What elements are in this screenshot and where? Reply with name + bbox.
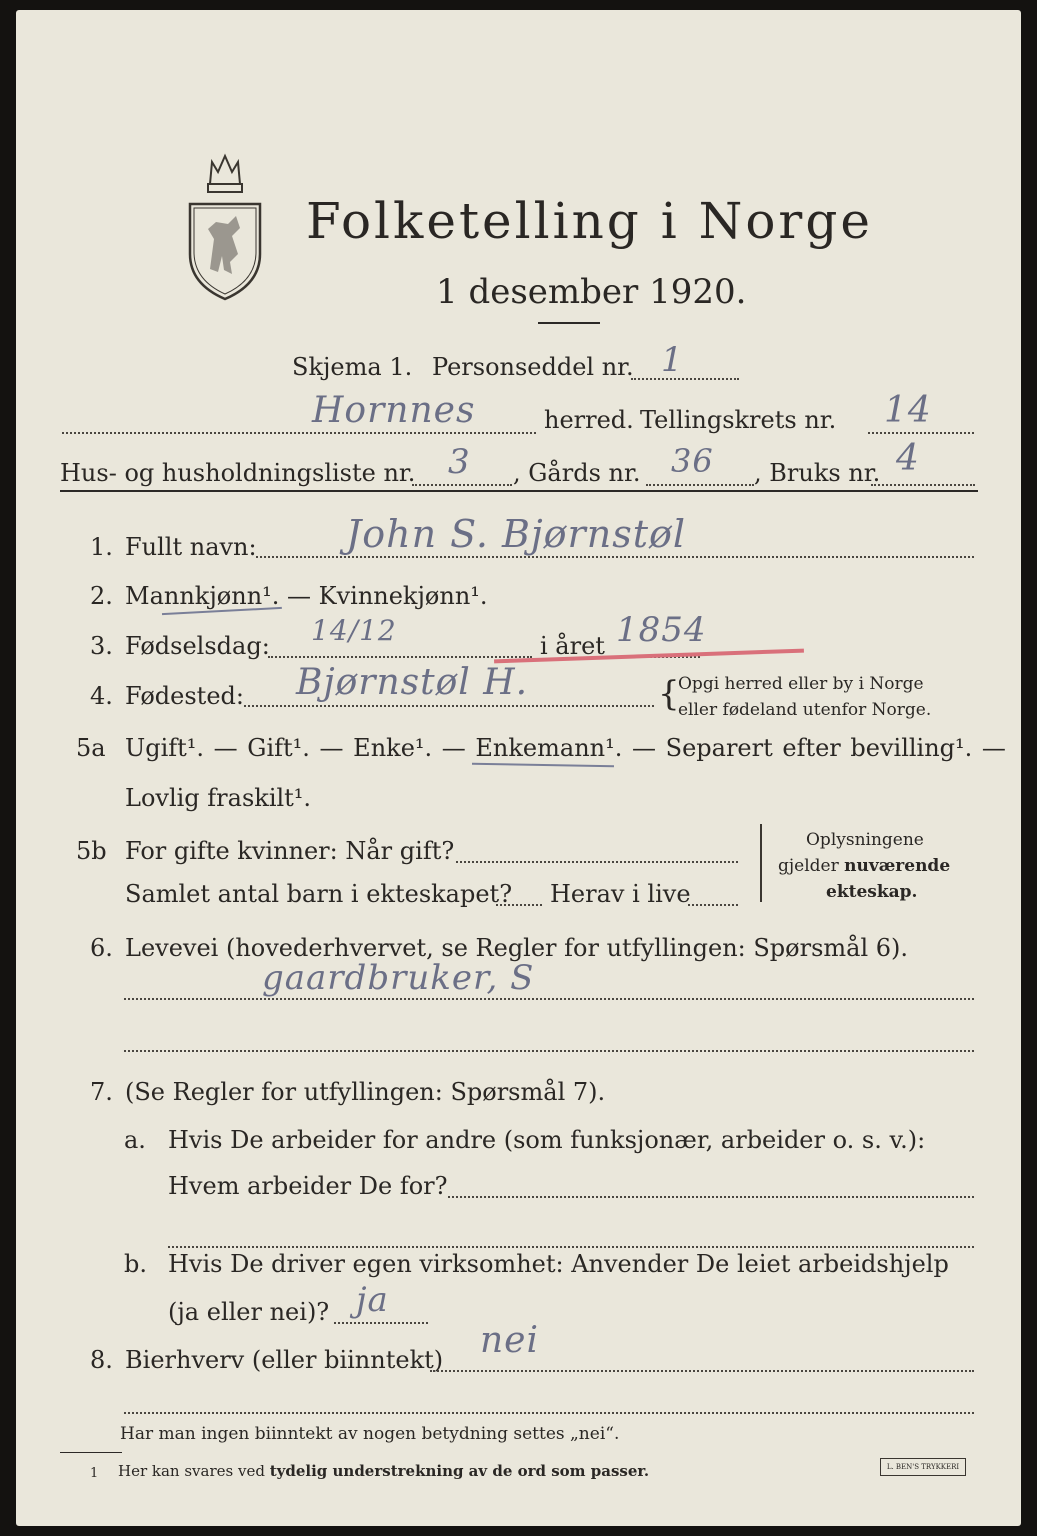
gards-line	[646, 484, 754, 486]
q4-label: Fødested:	[125, 682, 244, 710]
q4-note-line1: Opgi herred eller by i Norge	[678, 674, 924, 694]
q5b-line1: For gifte kvinner: Når gift?	[125, 837, 455, 865]
q4-line	[244, 705, 654, 707]
q7a-line2-dots	[168, 1246, 974, 1248]
q8-value: nei	[480, 1320, 540, 1361]
q2-label: Mannkjønn¹. — Kvinnekjønn¹.	[125, 582, 488, 610]
footnote-text-b: tydelig understrekning av de ord som passer.	[269, 1462, 650, 1480]
q5a-line1: Ugift¹. — Gift¹. — Enke¹. — Enkemann¹. — Separert efter bevilling¹. —	[125, 734, 1006, 762]
q8-number: 8.	[90, 1346, 113, 1374]
q6-value: gaardbruker, S	[262, 958, 535, 998]
hus-label: Hus- og husholdningsliste nr.	[60, 459, 416, 487]
q5b-bracket	[760, 824, 762, 902]
tellingskrets-line	[868, 432, 974, 434]
footer-note: Har man ingen biinntekt av nogen betydning settes „nei“.	[120, 1424, 620, 1444]
gards-value: 36	[671, 442, 714, 480]
q4-number: 4.	[90, 682, 113, 710]
q6-label: Levevei (hovederhvervet, se Regler for utfyllingen: Spørsmål 6).	[125, 934, 909, 962]
q2-number: 2.	[90, 582, 113, 610]
gards-label: , Gårds nr.	[513, 459, 641, 487]
schema-label: Skjema 1.	[292, 353, 413, 381]
q5b-note3: ekteskap.	[826, 882, 918, 902]
q7b-value: ja	[356, 1280, 389, 1320]
q6-line	[124, 998, 974, 1000]
q7b-letter: b.	[124, 1250, 147, 1278]
q7a-letter: a.	[124, 1126, 146, 1154]
q5a-line2: Lovlig fraskilt¹.	[125, 784, 312, 812]
bruks-value: 4	[896, 438, 920, 479]
footnote-text-a: Her kan svares ved	[118, 1462, 270, 1480]
q6-line2	[124, 1050, 974, 1052]
q8-line	[430, 1370, 974, 1372]
q5b-note2	[778, 856, 950, 876]
footnote	[118, 1462, 649, 1480]
q7b-line1: Hvis De driver egen virksomhet: Anvender De leiet arbeidshjelp	[168, 1250, 949, 1278]
q5b-note1: Oplysningene	[806, 830, 924, 850]
q4-brace: {	[658, 674, 680, 714]
q3-year-value: 1854	[616, 610, 707, 650]
hus-value: 3	[448, 442, 471, 482]
q6-number: 6.	[90, 934, 113, 962]
census-date: 1 desember 1920.	[436, 272, 747, 312]
personseddel-label: Personseddel nr.	[432, 353, 634, 381]
q5a-number: 5a	[76, 734, 106, 762]
herred-label: herred.	[544, 406, 634, 434]
q3-day-value: 14/12	[311, 614, 397, 647]
tellingskrets-value: 14	[884, 390, 932, 431]
q3-label: Fødselsdag:	[125, 632, 270, 660]
q7b-answer-line	[334, 1322, 428, 1324]
q5b-children-line	[496, 904, 542, 906]
q7-label: (Se Regler for utfyllingen: Spørsmål 7).	[125, 1078, 606, 1106]
q3-year-label: i året	[540, 632, 605, 660]
q3-number: 3.	[90, 632, 113, 660]
q7-number: 7.	[90, 1078, 113, 1106]
footnote-rule	[60, 1452, 122, 1453]
q1-line	[256, 556, 974, 558]
census-form-page	[16, 10, 1021, 1526]
q5b-alive-line	[688, 904, 738, 906]
herred-value: Hornnes	[312, 390, 476, 431]
page-title: Folketelling i Norge	[306, 192, 873, 250]
q8-line2	[124, 1412, 974, 1414]
q5b-note2b: nuværende	[844, 856, 951, 876]
q8-label: Bierhverv (eller biinntekt)	[125, 1346, 444, 1374]
q1-label: Fullt navn:	[125, 533, 257, 561]
coat-of-arms-icon	[180, 144, 270, 304]
q1-number: 1.	[90, 533, 113, 561]
title-divider	[538, 322, 600, 324]
q4-value: Bjørnstøl H.	[296, 662, 529, 703]
bruks-label: , Bruks nr.	[754, 459, 881, 487]
personseddel-line	[631, 378, 739, 380]
footnote-mark: 1	[90, 1466, 99, 1481]
printer-stamp: L. BEN'S TRYKKERI	[880, 1458, 966, 1476]
q5b-number: 5b	[76, 837, 107, 865]
q5b-married-line	[456, 861, 738, 863]
tellingskrets-label: Tellingskrets nr.	[640, 406, 837, 434]
q7a-line1: Hvis De arbeider for andre (som funksjonær, arbeider o. s. v.):	[168, 1126, 926, 1154]
q3-day-line	[268, 656, 532, 658]
personseddel-value: 1	[661, 340, 684, 380]
herred-line	[62, 432, 536, 434]
q5b-line2b: Herav i live	[550, 880, 691, 908]
q1-value: John S. Bjørnstøl	[346, 512, 686, 556]
q7b-line2: (ja eller nei)?	[168, 1298, 330, 1326]
q4-note-line2: eller fødeland utenfor Norge.	[678, 700, 932, 720]
header-rule	[60, 490, 978, 492]
q7a-line	[448, 1196, 974, 1198]
bruks-line	[871, 484, 975, 486]
hus-line	[412, 484, 512, 486]
q5b-line2a: Samlet antal barn i ekteskapet?	[125, 880, 513, 908]
q7a-line2: Hvem arbeider De for?	[168, 1172, 448, 1200]
q5a-underline-mark	[472, 763, 614, 767]
q5b-note2a: gjelder	[778, 856, 845, 876]
